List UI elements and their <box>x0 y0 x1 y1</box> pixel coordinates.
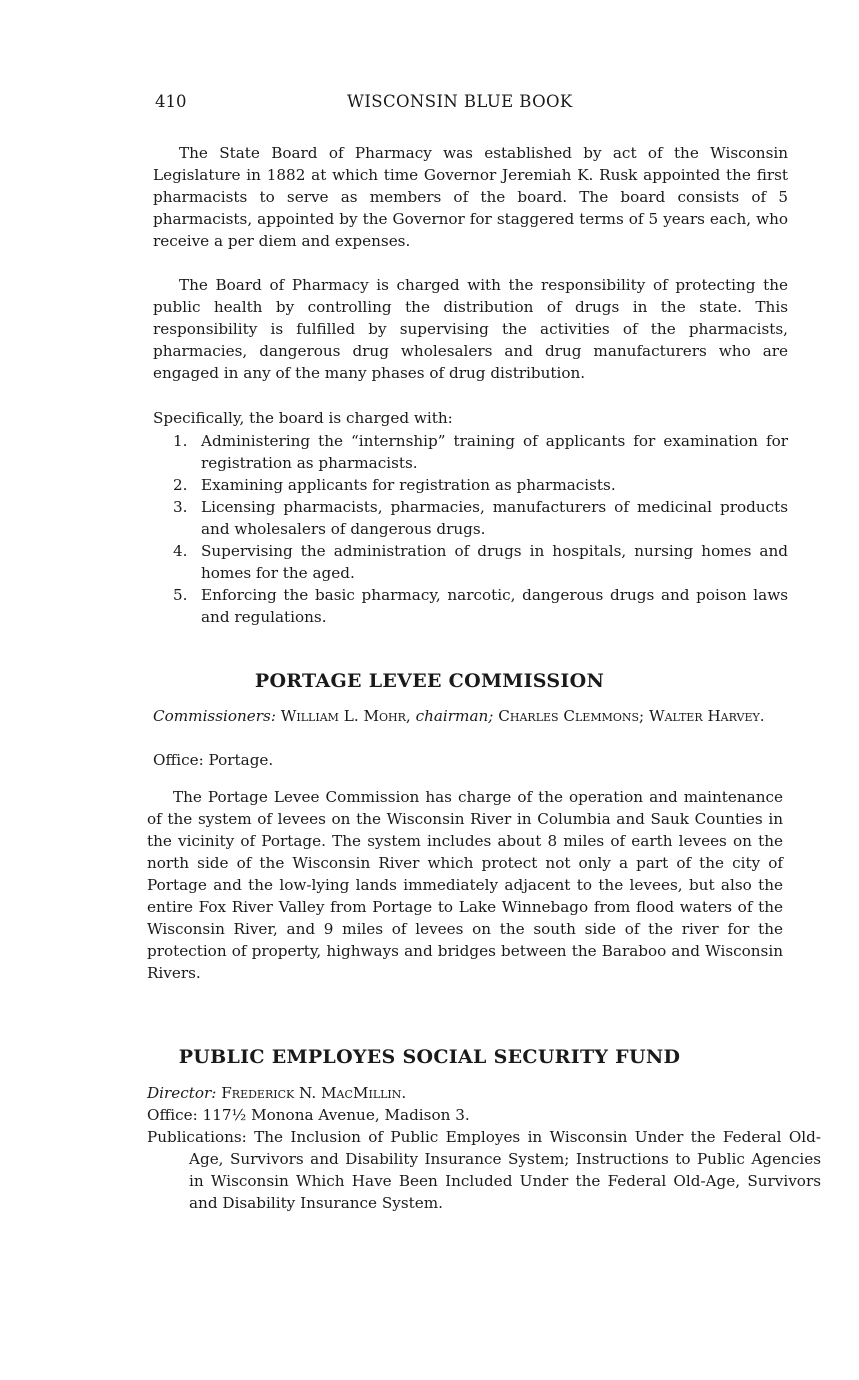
list-item <box>153 584 788 628</box>
list-item <box>153 540 788 584</box>
list-item-number: 3. <box>173 498 188 516</box>
list-item-number: 5. <box>173 586 188 604</box>
list-item-text: Licensing pharmacists, pharmacies, manufacturers of medicinal products and wholesalers of dangerous drugs. <box>201 498 788 538</box>
running-title: WISCONSIN BLUE BOOK <box>347 92 573 111</box>
pharmacy-paragraph-1: The State Board of Pharmacy was established by act of the Wisconsin Legislature in 1882 at which time Governor Jeremiah K. Rusk appointed the first pharmacists to serve as members of the board. The board consists of 5 pharmacists, appointed by the Governor for staggered terms of 5 years each, who receive a per diem and expenses. <box>153 144 788 250</box>
list-item-number: 1. <box>173 432 188 450</box>
levee-commissioners <box>153 705 788 727</box>
pharmacy-duties-list <box>153 430 788 628</box>
director-name: Frederick N. MacMillin. <box>221 1084 407 1102</box>
commissioner-name: Charles Clemmons; <box>498 707 645 725</box>
social-security-office: Office: 117½ Monona Avenue, Madison 3. <box>147 1106 470 1124</box>
social-security-publications: Publications: The Inclusion of Public Employes in Wisconsin Under the Federal Old-Age, Survivors and Disability Insurance System; Instructions to Public Agencies in Wisconsin Which Have Been Included Under the Federal Old-Age, Survivors and Disability Insurance System. <box>147 1128 821 1212</box>
levee-commission-heading: PORTAGE LEVEE COMMISSION <box>254 670 605 692</box>
pharmacy-paragraph-2: The Board of Pharmacy is charged with the responsibility of protecting the public health by controlling the distribution of drugs in the state. This responsibility is fulfilled by supervising the activities of the pharmacists, pharmacies, dangerous drug wholesalers and drug manufacturers who are engaged in any of the many phases of drug distribution. <box>153 276 788 382</box>
list-item-text: Examining applicants for registration as pharmacists. <box>201 476 616 494</box>
commissioner-name: Walter Harvey. <box>649 707 765 725</box>
social-security-director <box>147 1082 782 1104</box>
list-item-text: Administering the “internship” training of applicants for examination for registration as pharmacists. <box>201 432 788 472</box>
list-item-text: Supervising the administration of drugs in hospitals, nursing homes and homes for the aged. <box>201 542 788 582</box>
list-item <box>153 474 788 496</box>
commissioners-label: Commissioners: <box>153 707 276 725</box>
levee-office: Office: Portage. <box>153 751 274 769</box>
levee-paragraph: The Portage Levee Commission has charge of the operation and maintenance of the system of levees on the Wisconsin River in Columbia and Sauk Counties in the vicinity of Portage. The system includes about 8 miles of earth levees on the north side of the Wisconsin River which protect not only a part of the city of Portage and the low-lying lands immediately adjacent to the levees, but also the entire Fox River Valley from Portage to Lake Winnebago from flood waters of the Wisconsin River, and 9 miles of levees on the south side of the river for the protection of property, highways and bridges between the Baraboo and Wisconsin Rivers. <box>147 788 783 982</box>
list-item <box>153 430 788 474</box>
chairman-label: chairman; <box>415 707 494 725</box>
director-label: Director: <box>147 1084 217 1102</box>
list-item <box>153 496 788 540</box>
page-number: 410 <box>155 92 187 111</box>
running-head <box>155 92 785 116</box>
list-item-number: 4. <box>173 542 188 560</box>
list-item-text: Enforcing the basic pharmacy, narcotic, dangerous drugs and poison laws and regulations. <box>201 586 788 626</box>
social-security-heading: PUBLIC EMPLOYES SOCIAL SECURITY FUND <box>178 1046 681 1068</box>
commissioner-name: William L. Mohr, <box>280 707 411 725</box>
list-item-number: 2. <box>173 476 188 494</box>
pharmacy-list-intro: Specifically, the board is charged with: <box>153 409 453 427</box>
